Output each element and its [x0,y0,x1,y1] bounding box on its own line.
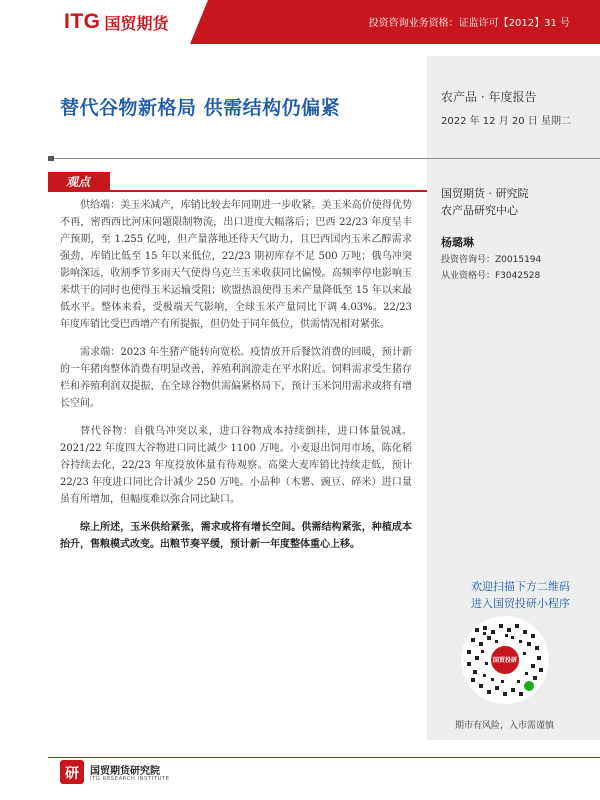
report-date: 2022 年 12 月 20 日 星期二 [441,116,571,127]
analyst-credentials [441,252,541,284]
logo-itg-text: ITG [64,10,101,33]
title-divider [48,158,427,159]
viewpoint-divider [48,190,427,192]
risk-warning: 期市有风险，入市需谨慎 [455,721,555,731]
license-text: 投资咨询业务资格：证监许可【2012】31 号 [368,18,570,29]
report-type: 农产品 · 年度报告 [441,90,537,104]
paragraph-substitute-grains: 替代谷物：自俄乌冲突以来，进口谷物成本持续倒挂，进口体量锐减。2021/22 年度四大谷物进口同比减少 1100 万吨。小麦退出饲用市场，陈化稻谷持续去化，22/23 年度投放体量有待观察。高粱大麦库销比持续走低，预计 22/23 年度进口同比合计减少 250 万吨。小品种（木薯、豌豆、碎米）进口量虽有所增加，但幅度难以弥合同比缺口。 [60,426,412,505]
qr-center-label: 国贸投研 [492,657,517,664]
paragraph-summary: 综上所述，玉米供给紧张，需求或将有增长空间。供需结构紧张，种植成本抬升，售粮模式改变。出粮节奏平缓，预计新一年度整体重心上移。 [60,522,412,550]
org-info [441,185,529,219]
title-divider-marker [48,156,54,161]
footer-institute-name: 国贸期货研究院 [90,766,160,777]
org-department: 农产品研究中心 [441,204,518,217]
report-title: 替代谷物新格局 供需结构仍偏紧 [60,97,341,119]
viewpoint-heading: 观点 [66,175,91,189]
paragraph-demand: 需求端：2023 年生猪产能转向宽松。疫情放开后餐饮消费的回暖，预计新的一年猪肉整体消费有明显改善，养殖利润游走在平水附近。饲料需求受生猪存栏和养殖利润双提振，在全球谷物供需偏紧格局下，预计玉米饲用需求或将有增长空间。 [60,347,412,409]
footer-institute-name-en: ITG RESEARCH INSTITUTE [90,776,170,782]
logo-cn-text: 国贸期货 [104,13,169,33]
paragraph-supply: 供给端：美玉米减产，库销比较去年同期进一步收紧。美玉米高价使得优势不再，密西西比河床问题限制物流，出口进度大幅落后；巴西 22/23 年度呈丰产预期，至 1.255 亿吨，但产量落地还待天气助力，且巴西国内玉米乙醇需求强劲，库销比低至 15 年以来低位，22/23 期初库存不足 500 万吨；俄乌冲突影响深远，收割季节多雨天气使得乌克兰玉米收获同比偏慢。高频率停电影响玉米烘干的同时也使得玉米运输受阻；欧盟热浪使得玉米产量降低至 15 年以来最低水平。整体来看，受极端天气影响，全球玉米产量同比下调 4.03%。22/23 年度库销比受巴西增产有所提振，但仍处于同年低位，供需情况相对紧张。 [60,200,412,330]
org-name: 国贸期货 · 研究院 [441,187,529,200]
analyst-cert-number: 投资咨询号：Z0015194 [441,255,542,265]
wechat-badge-icon [523,680,535,692]
qr-promo [441,578,600,612]
sidebar-divider [427,158,600,159]
company-logo [64,10,169,34]
analyst-name: 杨璐琳 [441,236,474,249]
footer-divider [48,757,600,758]
qr-promo-line1: 欢迎扫描下方二维码 [471,580,570,593]
qr-promo-line2: 进入国贸投研小程序 [471,597,570,610]
analyst-license-number: 从业资格号：F3042528 [441,271,541,281]
footer-logo-char: 研 [65,766,79,782]
viewpoint-body [60,197,412,564]
